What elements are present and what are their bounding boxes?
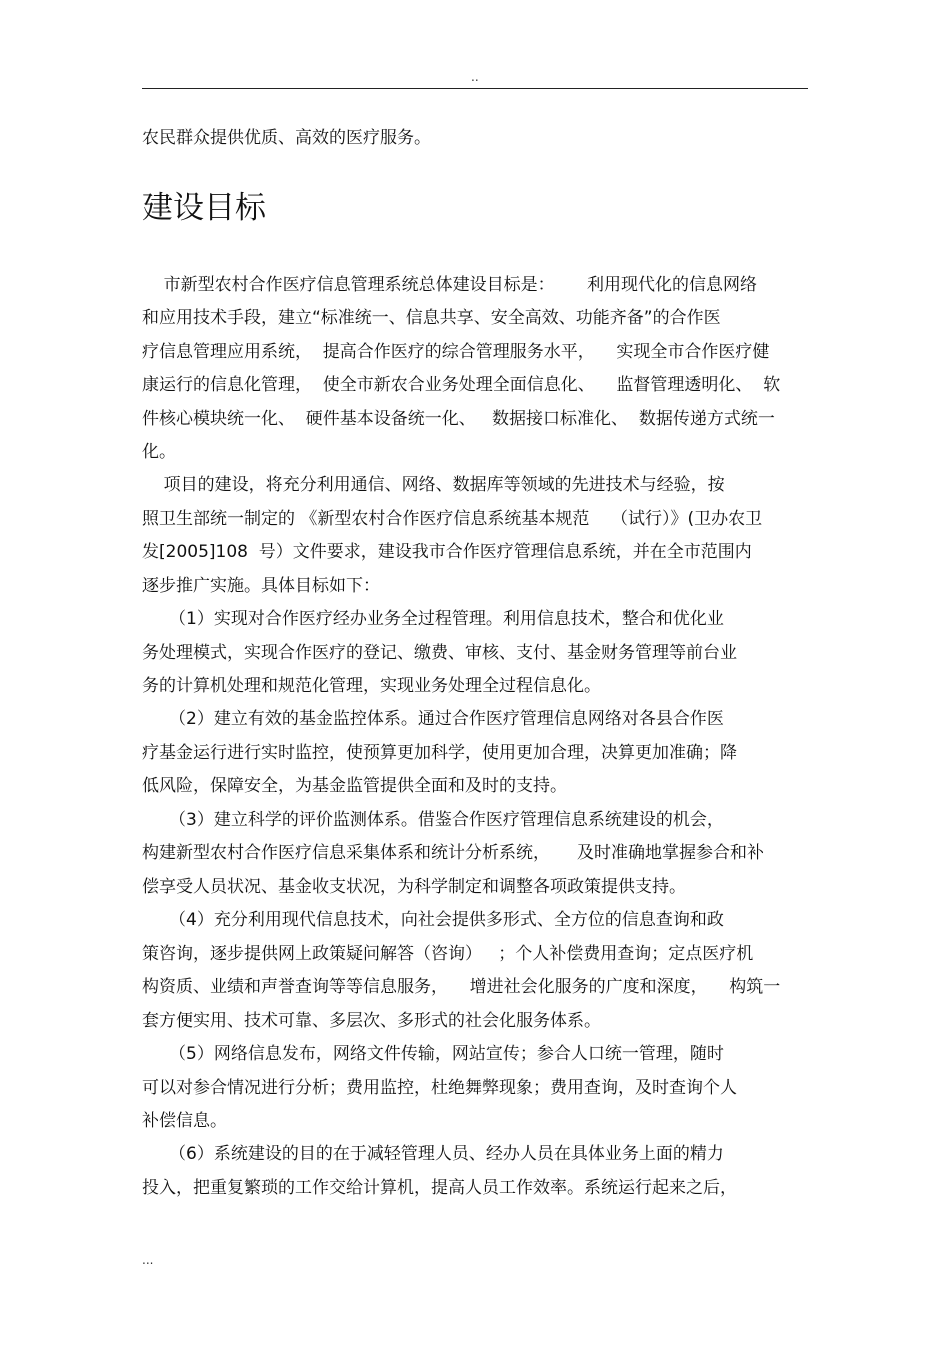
paragraph-line: （2）建立有效的基金监控体系。通过合作医疗管理信息网络对各县合作医 [142,709,724,729]
paragraph-line: 疗基金运行进行实时监控，使预算更加科学，使用更加合理，决算更加准确；降 [142,743,737,763]
paragraph-line: 套方便实用、技术可靠、多层次、多形式的社会化服务体系。 [142,1011,601,1031]
paragraph-line: （1）实现对合作医疗经办业务全过程管理。利用信息技术，整合和优化业 [142,609,724,629]
intro-line: 农民群众提供优质、高效的医疗服务。 [142,128,431,148]
paragraph-line: （3）建立科学的评价监测体系。借鉴合作医疗管理信息系统建设的机会， [142,810,724,830]
paragraph-line: 构资质、业绩和声誉查询等等信息服务， 增进社会化服务的广度和深度， 构筑一 [142,977,781,997]
paragraph-line: 和应用技术手段，建立“标准统一、信息共享、安全高效、功能齐备”的合作医 [142,308,721,328]
paragraph-line: 可以对参合情况进行分析；费用监控，杜绝舞弊现象；费用查询，及时查询个人 [142,1078,737,1098]
page-footer-mark: ... [142,1253,154,1267]
paragraph-line: 务的计算机处理和规范化管理，实现业务处理全过程信息化。 [142,676,601,696]
paragraph-line: 件核心模块统一化、 硬件基本设备统一化、 数据接口标准化、 数据传递方式统一 [142,409,775,429]
paragraph-line: 务处理模式，实现合作医疗的登记、缴费、审核、支付、基金财务管理等前台业 [142,643,737,663]
paragraph-line: （5）网络信息发布，网络文件传输，网站宣传；参合人口统一管理，随时 [142,1044,724,1064]
paragraph-line: 构建新型农村合作医疗信息采集体系和统计分析系统， 及时准确地掌握参合和补 [142,843,765,863]
paragraph-line: 化。 [142,442,176,462]
paragraph-line: 市新型农村合作医疗信息管理系统总体建设目标是： 利用现代化的信息网络 [142,275,758,295]
paragraph-line: （4）充分利用现代信息技术，向社会提供多形式、全方位的信息查询和政 [142,910,724,930]
paragraph-line: 策咨询，逐步提供网上政策疑问解答（咨询） ；个人补偿费用查询；定点医疗机 [142,944,754,964]
paragraph-line: 投入，把重复繁琐的工作交给计算机，提高人员工作效率。系统运行起来之后， [142,1178,737,1198]
header-divider [142,88,808,89]
paragraph-line: 逐步推广实施。具体目标如下： [142,576,380,596]
paragraph-line: 低风险，保障安全，为基金监管提供全面和及时的支持。 [142,776,567,796]
paragraph-line: 康运行的信息化管理， 使全市新农合业务处理全面信息化、 监督管理透明化、 软 [142,375,781,395]
page-header-mark: .. [471,70,479,84]
paragraph-line: 照卫生部统一制定的 《新型农村合作医疗信息系统基本规范 （试行）》(卫办农卫 [142,509,763,529]
paragraph-line: 补偿信息。 [142,1111,227,1131]
paragraph-line: 发[2005]108 号）文件要求，建设我市合作医疗管理信息系统，并在全市范围内 [142,542,752,562]
paragraph-line: 项目的建设，将充分利用通信、网络、数据库等领域的先进技术与经验，按 [142,475,725,495]
paragraph-line: 疗信息管理应用系统， 提高合作医疗的综合管理服务水平， 实现全市合作医疗健 [142,342,770,362]
section-heading: 建设目标 [142,190,266,226]
paragraph-line: （6）系统建设的目的在于减轻管理人员、经办人员在具体业务上面的精力 [142,1144,724,1164]
paragraph-line: 偿享受人员状况、基金收支状况，为科学制定和调整各项政策提供支持。 [142,877,686,897]
